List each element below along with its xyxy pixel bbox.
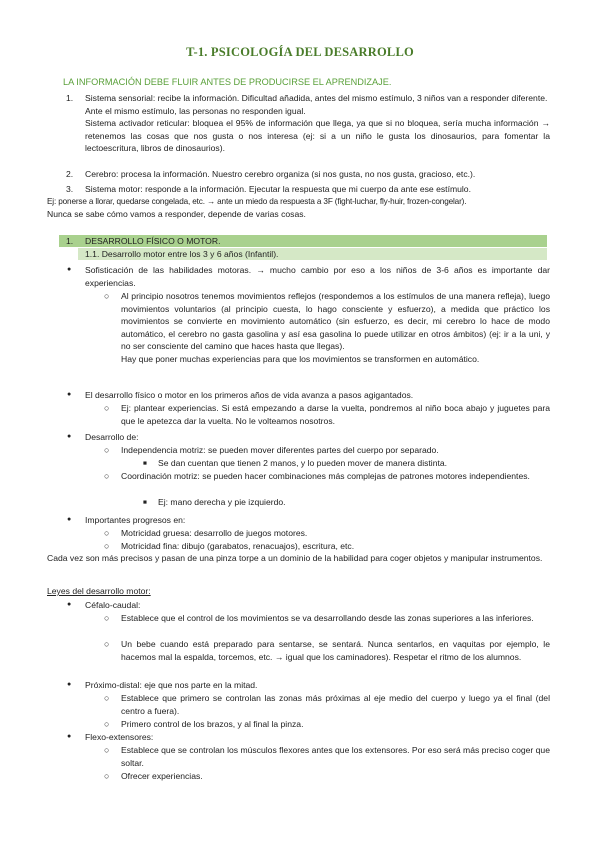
sub-bullet-independence: Independencia motriz: se pueden mover diferentes partes del cuerpo por separado. — [121, 445, 439, 455]
laws-heading: Leyes del desarrollo motor: — [47, 586, 151, 596]
bullet-icon: ● — [67, 601, 72, 608]
subsection-heading: 1.1. Desarrollo motor entre los 3 y 6 años (Infantil). — [85, 249, 279, 259]
circle-bullet-icon: ○ — [104, 471, 110, 481]
sub-bullet-cephalo-desc: Establece que el control de los movimientos se va desarrollando desde las zonas superiores a las inferiores. — [121, 613, 534, 623]
sub-bullet-proximo-desc: Establece que primero se controlan las zonas más próximas al eje medio del cuerpo y luego ya el final (del centro a fuera). — [121, 693, 550, 716]
bullet-icon: ● — [67, 733, 72, 740]
bullet-icon: ● — [67, 681, 72, 688]
circle-bullet-icon: ○ — [104, 445, 110, 455]
list-item-brain: Cerebro: procesa la información. Nuestro cerebro organiza (si nos gusta, no nos gusta, gracioso, etc.). — [85, 169, 476, 179]
sub-sub-bullet-two-hands: Se dan cuentan que tienen 2 manos, y lo pueden mover de manera distinta. — [158, 458, 448, 468]
sub-bullet-cephalo-example: Un bebe cuando está preparado para sentarse, se sentará. Nunca sentarlos, en vaquitas por ejemplo, le hacemos mal la espalda, torcemos, etc. → igual que los caminadores). Respetar el ritmo de los alumnos. — [121, 639, 550, 662]
sub-bullet-gross-motor: Motricidad gruesa: desarrollo de juegos motores. — [121, 528, 308, 538]
circle-bullet-icon: ○ — [104, 613, 110, 623]
circle-bullet-icon: ○ — [104, 745, 110, 755]
list-item-motor-system: Sistema motor: responde a la información. Ejecutar la respuesta que mi cuerpo da ante ese estímulo. — [85, 184, 471, 194]
sub-bullet-proximo-example: Primero control de los brazos, y al final la pinza. — [121, 719, 304, 729]
square-bullet-icon: ■ — [143, 460, 147, 467]
reflexes-note: Hay que poner muchas experiencias para que los movimientos se transformen en automático. — [121, 353, 480, 364]
bullet-icon: ● — [67, 266, 72, 273]
sub-sub-bullet-hand-foot: Ej: mano derecha y pie izquierdo. — [158, 497, 286, 507]
list-number: 2. — [66, 169, 74, 179]
paragraph-precision: Cada vez son más precisos y pasan de una pinza torpe a un dominio de la habilidad para coger objetos y manipular instrumentos. — [47, 553, 543, 563]
sub-bullet-experiences: Ej: plantear experiencias. Si está empezando a darse la vuelta, pondremos al niño boca abajo y juguetes para que le apetezca dar la vuelta. No le volteamos nosotros. — [121, 403, 550, 426]
bullet-development-of: Desarrollo de: — [85, 432, 139, 442]
circle-bullet-icon: ○ — [104, 639, 110, 649]
circle-bullet-icon: ○ — [104, 541, 110, 551]
circle-bullet-icon: ○ — [104, 719, 110, 729]
section-heading: DESARROLLO FÍSICO O MOTOR. — [85, 236, 221, 246]
circle-bullet-icon: ○ — [104, 291, 110, 301]
sub-bullet-reflexes — [121, 290, 550, 366]
square-bullet-icon: ■ — [143, 499, 147, 506]
list-item-sensory — [85, 92, 550, 155]
example-line: Ej: ponerse a llorar, quedarse congelada, etc. → ante un miedo da respuesta a 3F (fight-luchar, fly-huir, frozen-congelar). — [47, 197, 467, 206]
section-number: 1. — [66, 236, 74, 246]
list-number: 1. — [66, 93, 74, 103]
bullet-icon: ● — [67, 391, 72, 398]
bullet-progress: Importantes progresos en: — [85, 515, 186, 525]
bullet-icon: ● — [67, 433, 72, 440]
circle-bullet-icon: ○ — [104, 528, 110, 538]
list-number: 3. — [66, 184, 74, 194]
never-line: Nunca se sabe cómo vamos a responder, depende de varias cosas. — [47, 209, 306, 219]
sensory-text: Sistema sensorial: recibe la información. Dificultad añadida, antes del mismo estímulo, 3 niños van a responder diferente. — [85, 93, 548, 103]
circle-bullet-icon: ○ — [104, 771, 110, 781]
sub-bullet-flexo-offer: Ofrecer experiencias. — [121, 771, 203, 781]
law-cephalo-caudal: Céfalo-caudal: — [85, 600, 141, 610]
bullet-sophistication: Sofisticación de las habilidades motoras. → mucho cambio por eso a los niños de 3-6 años es importante dar experiencias. — [85, 265, 550, 288]
bullet-icon: ● — [67, 516, 72, 523]
law-flexo-extensors: Flexo-extensores: — [85, 732, 154, 742]
sub-bullet-flexo-desc: Establece que se controlan los músculos flexores antes que los extensores. Por eso será más preciso coger que soltar. — [121, 745, 550, 768]
sub-bullet-coordination: Coordinación motriz: se pueden hacer combinaciones más complejas de patrones motores independientes. — [121, 471, 530, 481]
bullet-development: El desarrollo físico o motor en los primeros años de vida avanza a pasos agigantados. — [85, 390, 414, 400]
page-title: T-1. PSICOLOGÍA DEL DESARROLLO — [186, 45, 414, 59]
reticular-text: Sistema activador reticular: bloquea el 95% de información que llega, ya que si no bloquea, sería mucha información → retenemos las cosas que nos gusta o nos interesa (ej: si a un niño le gusta los dinosaurios, para fomentar la lectoescritura, libros de dinosaurios). — [85, 118, 550, 154]
law-proximo-distal: Próximo-distal: eje que nos parte en la mitad. — [85, 680, 258, 690]
sub-bullet-fine-motor: Motricidad fina: dibujo (garabatos, renacuajos), escritura, etc. — [121, 541, 355, 551]
sensory-note: Ante el mismo estímulo, las personas no responden igual. — [85, 105, 306, 116]
subtitle: LA INFORMACIÓN DEBE FLUIR ANTES DE PRODUCIRSE EL APRENDIZAJE. — [63, 77, 392, 87]
circle-bullet-icon: ○ — [104, 693, 110, 703]
circle-bullet-icon: ○ — [104, 403, 110, 413]
reflexes-text: Al principio nosotros tenemos movimientos reflejos (respondemos a los estímulos de una manera refleja), luego movimientos voluntarios (al principio cuesta, lo hago consciente y esfuerzo), a medida que práctico los movimientos se convierte en movimiento automático (sin esfuerzo, es decir, mi cerebro lo hace de modo automático, el cerebro no gasta gasolina y así esa gasolina lo puede utilizar en otros ámbitos) (ej: ir a la uni, y no ser consciente del camino que haces hasta que llegas). — [121, 291, 550, 352]
